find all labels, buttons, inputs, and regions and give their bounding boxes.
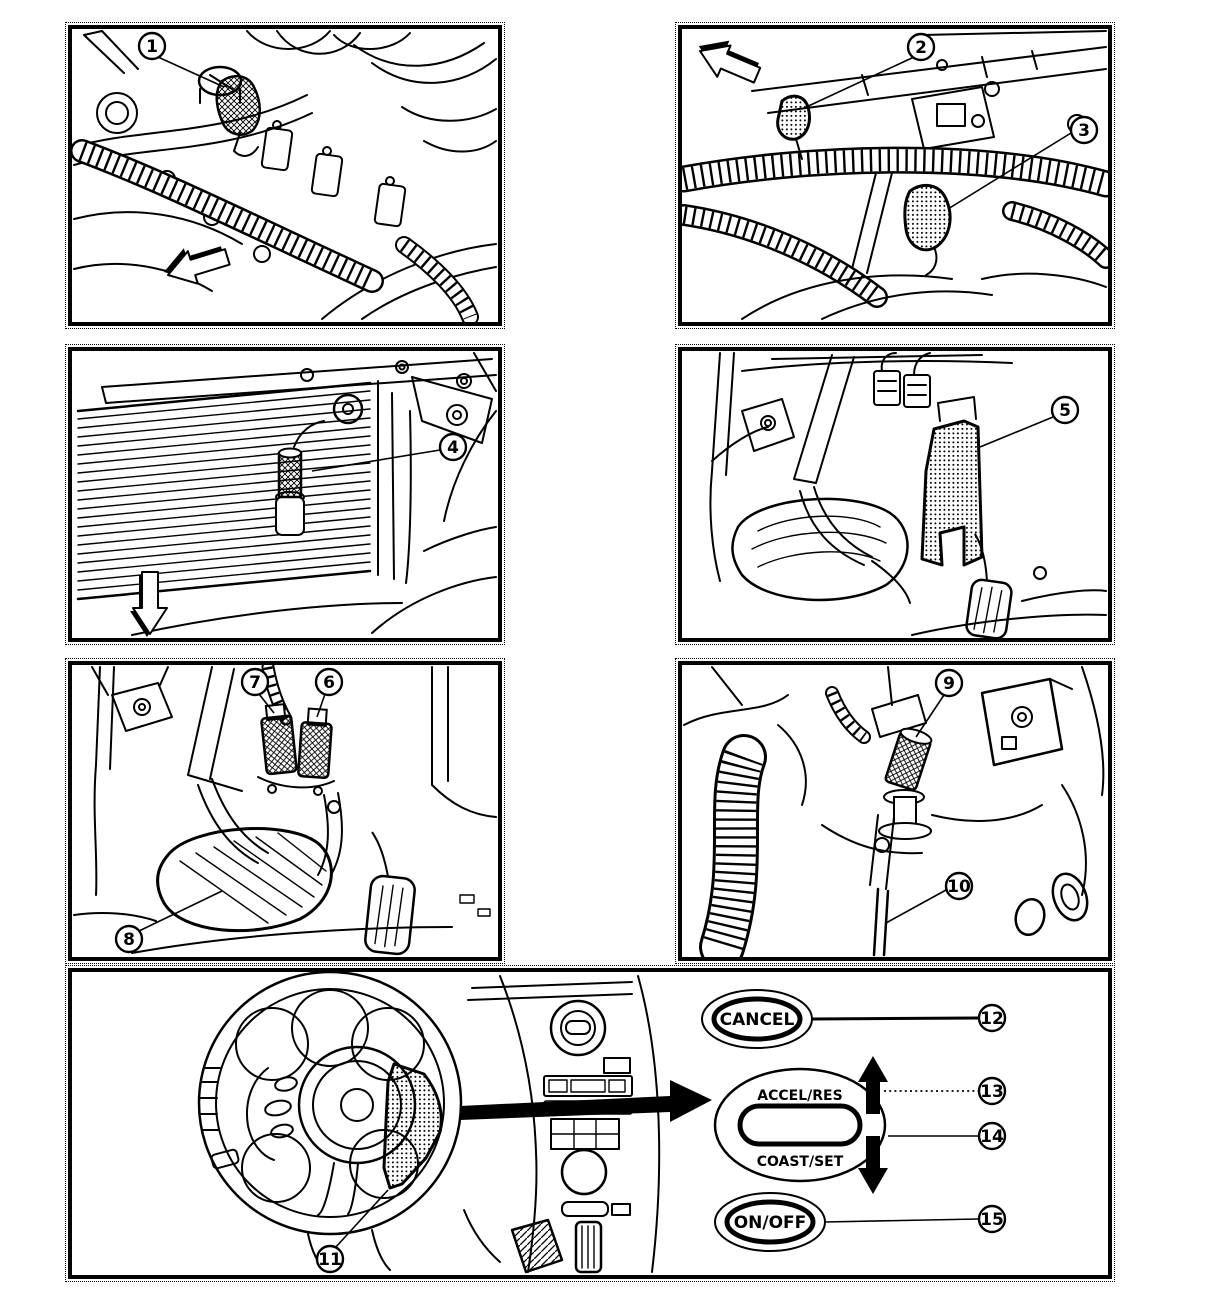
condenser-line-art [78, 353, 496, 637]
steering-wheel [199, 972, 461, 1271]
svg-text:CANCEL: CANCEL [719, 1010, 795, 1030]
ascd-switch-6 [298, 708, 333, 778]
svg-text:10: 10 [947, 877, 971, 897]
svg-text:6: 6 [323, 673, 335, 693]
svg-text:14: 14 [980, 1127, 1004, 1147]
svg-text:5: 5 [1059, 401, 1071, 421]
accel-coast-rocker [715, 1056, 888, 1194]
cancel-button [702, 990, 812, 1048]
svg-text:7: 7 [249, 673, 261, 693]
callout-14 [888, 1123, 1005, 1149]
pedal-line-art [710, 353, 1106, 638]
transaxle-line-art [684, 667, 1103, 955]
callout-10 [886, 873, 972, 923]
sensor-3 [905, 185, 950, 275]
pedal-line-art [74, 667, 496, 955]
panel-steering-wheel-controls [68, 968, 1112, 1279]
dashboard [464, 976, 659, 1272]
park-neutral-switch-9 [879, 726, 933, 839]
bracket-5 [922, 397, 982, 565]
svg-text:3: 3 [1078, 121, 1090, 141]
brake-pedal-pad [158, 829, 332, 931]
callout-15 [825, 1206, 1005, 1232]
brake-pedal [576, 1222, 601, 1272]
engine-line-art [684, 30, 1106, 319]
panel-transaxle-switch [678, 661, 1112, 961]
shift-rod-10 [874, 889, 888, 955]
svg-text:4: 4 [447, 438, 459, 458]
svg-text:2: 2 [915, 38, 927, 58]
corrugated-boot [722, 757, 744, 947]
callout-8 [116, 891, 222, 952]
sensor-4 [276, 421, 324, 535]
svg-text:8: 8 [123, 930, 135, 950]
brake-pedal [732, 499, 910, 603]
svg-text:11: 11 [318, 1250, 342, 1270]
svg-text:ACCEL/RES: ACCEL/RES [757, 1088, 843, 1104]
accelerator-pedal [512, 1220, 562, 1272]
sensor-1 [217, 76, 260, 156]
stop-lamp-switch-7 [260, 704, 297, 775]
svg-text:9: 9 [943, 674, 955, 694]
svg-text:ON/OFF: ON/OFF [733, 1213, 807, 1233]
callout-12 [812, 1005, 1005, 1031]
svg-text:12: 12 [980, 1009, 1004, 1029]
callout-1 [139, 33, 224, 87]
sensor-2 [778, 96, 810, 159]
pointer-arrow [460, 1080, 712, 1122]
small-conduit [832, 693, 864, 737]
svg-text:15: 15 [980, 1210, 1004, 1230]
accel-up-arrow [858, 1056, 888, 1114]
corrugated-hoses [684, 160, 1106, 297]
coil-towers [261, 121, 405, 227]
svg-text:COAST/SET: COAST/SET [756, 1154, 844, 1170]
cruise-switch-pod [384, 1064, 441, 1188]
svg-text:1: 1 [146, 37, 158, 57]
view-direction-arrow [159, 237, 232, 292]
panel-brake-switches [68, 661, 502, 961]
panel-pedal-bracket [678, 347, 1112, 642]
on-off-button [715, 1193, 825, 1251]
coast-down-arrow [858, 1136, 888, 1194]
panel-condenser [68, 347, 502, 642]
callout-13 [884, 1078, 1005, 1104]
view-direction-arrow [691, 30, 766, 90]
panel-engine-harness [68, 25, 502, 326]
panel-cowl-sensors [678, 25, 1112, 326]
svg-text:13: 13 [980, 1082, 1004, 1102]
callout-9 [916, 670, 962, 737]
accelerator-pedal [360, 833, 420, 955]
engine-line-art [74, 31, 496, 319]
callout-6 [316, 669, 342, 717]
callout-5 [980, 397, 1078, 447]
